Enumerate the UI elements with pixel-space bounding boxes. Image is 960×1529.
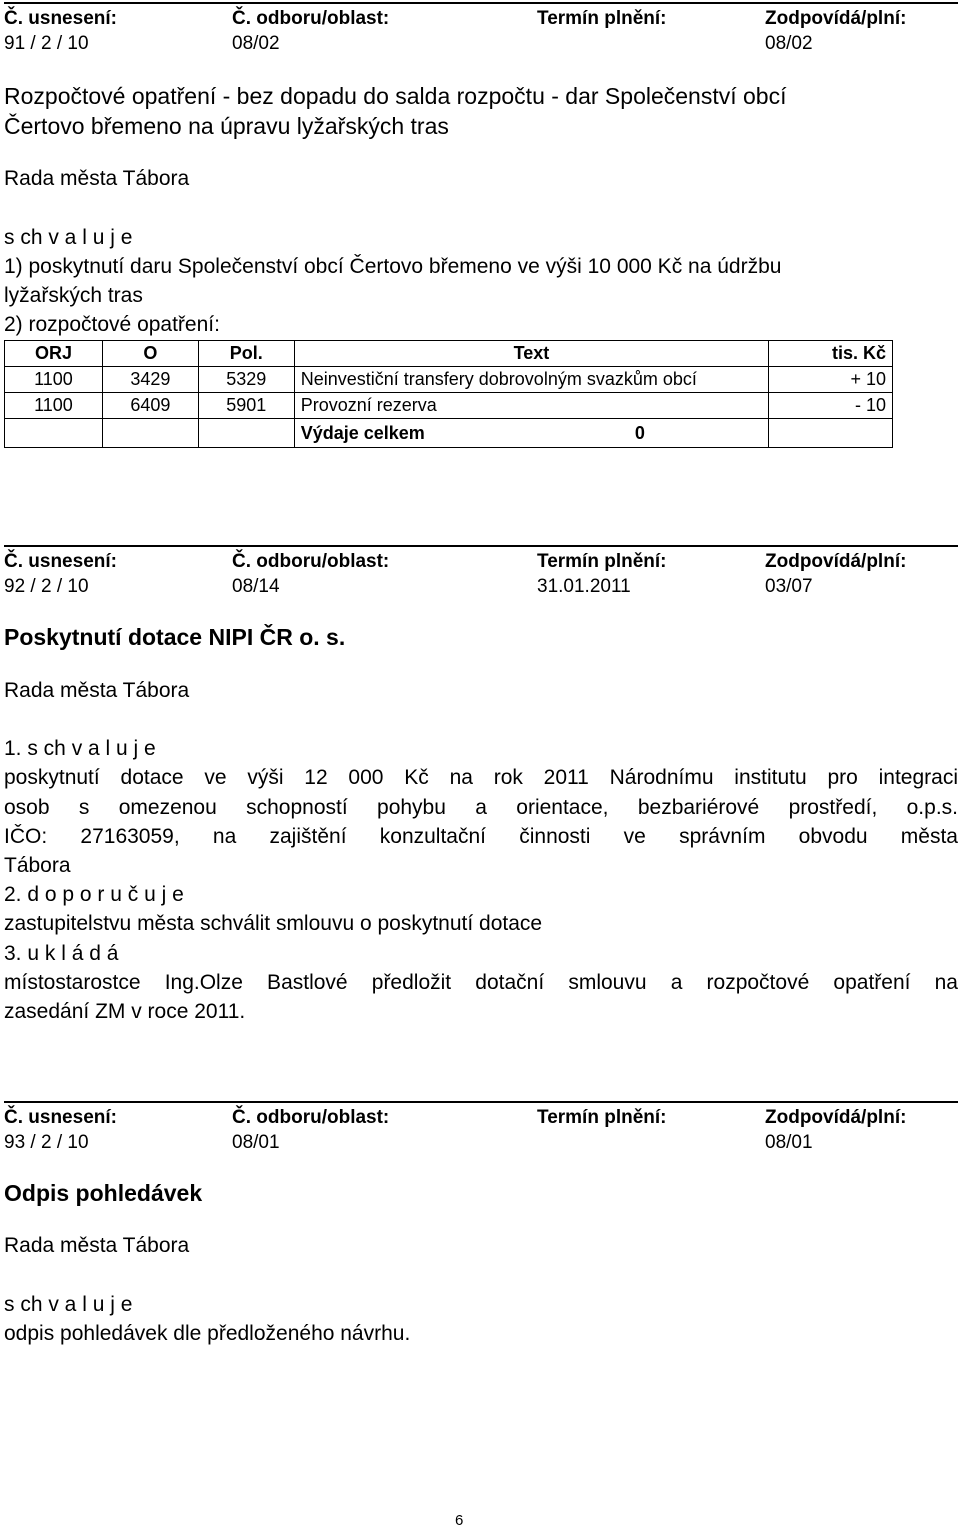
label-termin-plneni: Termín plnění: — [537, 8, 667, 29]
table-total-row — [5, 419, 893, 448]
point3-line1: místostarostce Ing.Olze Bastlové předložit dotační smlouvu a rozpočtové opatření na — [4, 971, 958, 994]
approval-verb: s ch v a l u j e — [4, 1293, 133, 1316]
cell-o: 6409 — [102, 393, 198, 419]
label-cislo-usneseni: Č. usnesení: — [4, 551, 117, 572]
table-row — [5, 367, 893, 393]
section-divider — [4, 1101, 958, 1103]
cell-pol: 5329 — [198, 367, 294, 393]
resolution-number: 92 / 2 / 10 — [4, 576, 89, 597]
point1-heading: 1. s ch v a l u j e — [4, 737, 156, 760]
resolution-title-line2: Čertovo břemeno na úpravu lyžařských tras — [4, 113, 449, 139]
section-divider — [4, 545, 958, 547]
council-name: Rada města Tábora — [4, 1234, 190, 1257]
label-cislo-usneseni: Č. usnesení: — [4, 8, 117, 29]
resolution-title: Poskytnutí dotace NIPI ČR o. s. — [4, 624, 346, 650]
approval-text: odpis pohledávek dle předloženého návrhu. — [4, 1322, 411, 1345]
cell-pol: 5901 — [198, 393, 294, 419]
point2-heading: 2. d o p o r u č u j e — [4, 883, 184, 906]
resolution-number: 91 / 2 / 10 — [4, 33, 89, 54]
label-cislo-odboru: Č. odboru/oblast: — [232, 1107, 390, 1128]
deadline: 31.01.2011 — [537, 576, 631, 597]
cell-amount: + 10 — [769, 367, 893, 393]
label-zodpovida: Zodpovídá/plní: — [765, 8, 907, 29]
col-o: O — [102, 341, 198, 367]
point3-heading: 3. u k l á d á — [4, 942, 119, 965]
resolution-title-line1: Rozpočtové opatření - bez dopadu do salda rozpočtu - dar Společenství obcí — [4, 83, 787, 109]
point1-line2: osob s omezenou schopností pohybu a orientace, bezbariérové prostředí, o.p.s. — [4, 796, 958, 819]
total-value: 0 — [634, 422, 645, 443]
label-cislo-odboru: Č. odboru/oblast: — [232, 551, 390, 572]
point3-line2: zasedání ZM v roce 2011. — [4, 1000, 246, 1023]
item2: 2) rozpočtové opatření: — [4, 313, 220, 336]
col-text: Text — [294, 341, 768, 367]
total-label: Výdaje celkem — [300, 422, 425, 443]
point1-line4: Tábora — [4, 854, 71, 877]
approval-verb: s ch v a l u j e — [4, 226, 133, 249]
table-header-row — [5, 341, 893, 367]
department-number: 08/14 — [232, 576, 280, 597]
col-pol: Pol. — [198, 341, 294, 367]
budget-table — [4, 340, 893, 448]
item1-line2: lyžařských tras — [4, 284, 143, 307]
label-cislo-usneseni: Č. usnesení: — [4, 1107, 117, 1128]
col-orj: ORJ — [5, 341, 103, 367]
table-row — [5, 393, 893, 419]
point1-line1: poskytnutí dotace ve výši 12 000 Kč na rok 2011 Národnímu institutu pro integraci — [4, 766, 958, 789]
council-name: Rada města Tábora — [4, 167, 190, 190]
cell-o: 3429 — [102, 367, 198, 393]
responsible: 08/02 — [765, 33, 813, 54]
cell-orj: 1100 — [5, 393, 103, 419]
cell-text: Provozní rezerva — [294, 393, 768, 419]
total-cell — [294, 419, 768, 448]
department-number: 08/02 — [232, 33, 280, 54]
label-cislo-odboru: Č. odboru/oblast: — [232, 8, 390, 29]
council-name: Rada města Tábora — [4, 679, 190, 702]
cell-text: Neinvestiční transfery dobrovolným svazkům obcí — [294, 367, 768, 393]
responsible: 08/01 — [765, 1132, 813, 1153]
responsible: 03/07 — [765, 576, 813, 597]
cell-amount: - 10 — [769, 393, 893, 419]
department-number: 08/01 — [232, 1132, 280, 1153]
resolution-number: 93 / 2 / 10 — [4, 1132, 89, 1153]
point2-line1: zastupitelstvu města schválit smlouvu o poskytnutí dotace — [4, 912, 543, 935]
page-number: 6 — [455, 1512, 464, 1529]
section-divider — [4, 2, 958, 4]
label-termin-plneni: Termín plnění: — [537, 551, 667, 572]
label-zodpovida: Zodpovídá/plní: — [765, 1107, 907, 1128]
point1-line3: IČO: 27163059, na zajištění konzultační činnosti ve správním obvodu města — [4, 825, 958, 848]
col-amount: tis. Kč — [769, 341, 893, 367]
label-zodpovida: Zodpovídá/plní: — [765, 551, 907, 572]
label-termin-plneni: Termín plnění: — [537, 1107, 667, 1128]
resolution-title: Odpis pohledávek — [4, 1180, 203, 1206]
cell-orj: 1100 — [5, 367, 103, 393]
item1-line1: 1) poskytnutí daru Společenství obcí Čertovo břemeno ve výši 10 000 Kč na údržbu — [4, 255, 782, 278]
